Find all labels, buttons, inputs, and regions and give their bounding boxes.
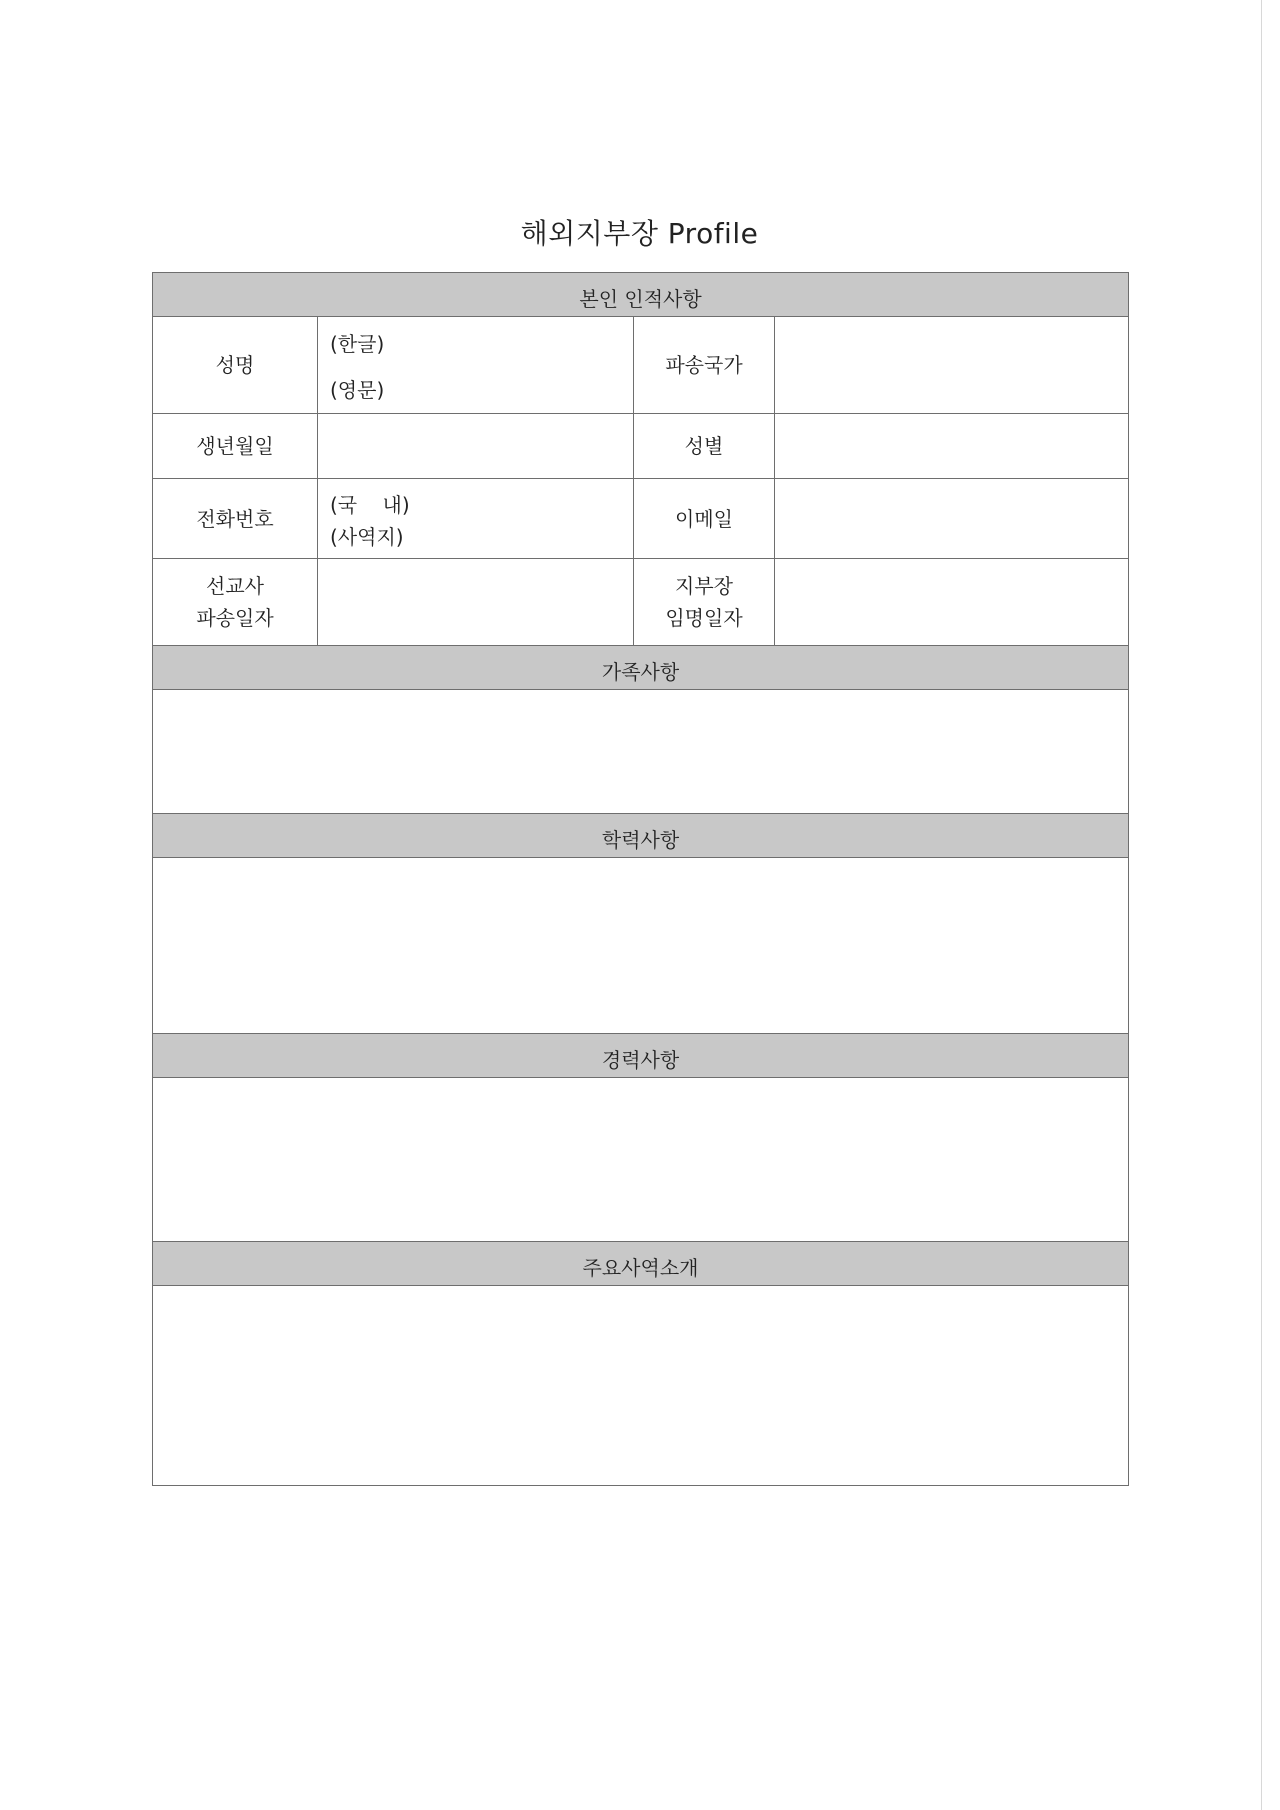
section-row-education [153,814,1129,858]
birth-label: 생년월일 [153,414,318,479]
name-input-cell[interactable] [318,317,634,414]
name-english-label: (영문) [330,378,385,402]
country-input-cell[interactable] [775,317,1129,414]
section-row-career [153,1034,1129,1078]
dispatch-date-label-line2: 파송일자 [196,606,274,630]
ministry-input-area[interactable] [153,1286,1129,1486]
section-header-personal: 본인 인적사항 [153,273,1129,317]
row-birth [153,414,1129,479]
row-family-content [153,690,1129,814]
gender-input-cell[interactable] [775,414,1129,479]
appoint-date-label-line1: 지부장 [675,574,733,598]
row-name [153,317,1129,414]
document-title: 해외지부장 Profile [520,217,759,250]
row-career-content [153,1078,1129,1242]
dispatch-date-input-cell[interactable] [318,559,634,646]
email-input-cell[interactable] [775,479,1129,559]
email-label: 이메일 [634,479,775,559]
appoint-date-input-cell[interactable] [775,559,1129,646]
family-input-area[interactable] [153,690,1129,814]
appoint-date-label-line2: 임명일자 [665,606,743,630]
phone-input-cell[interactable] [318,479,634,559]
phone-domestic-label: (국 내) [330,492,410,517]
profile-form-table [152,272,1129,1486]
section-header-education: 학력사항 [153,814,1129,858]
section-header-ministry: 주요사역소개 [153,1242,1129,1286]
gender-label: 성별 [634,414,775,479]
section-row-ministry [153,1242,1129,1286]
education-input-area[interactable] [153,858,1129,1034]
row-dates [153,559,1129,646]
row-education-content [153,858,1129,1034]
section-header-career: 경력사항 [153,1034,1129,1078]
phone-field-label: (사역지) [330,524,404,549]
dispatch-date-label [153,559,318,646]
name-korean-label: (한글) [330,332,385,356]
row-phone [153,479,1129,559]
section-row-family [153,646,1129,690]
row-ministry-content [153,1286,1129,1486]
phone-label: 전화번호 [153,479,318,559]
section-header-family: 가족사항 [153,646,1129,690]
career-input-area[interactable] [153,1078,1129,1242]
dispatch-date-label-line1: 선교사 [206,574,264,598]
country-label: 파송국가 [634,317,775,414]
birth-input-cell[interactable] [318,414,634,479]
page-edge [1261,0,1280,1810]
section-row-personal [153,273,1129,317]
appoint-date-label [634,559,775,646]
name-label: 성명 [153,317,318,414]
